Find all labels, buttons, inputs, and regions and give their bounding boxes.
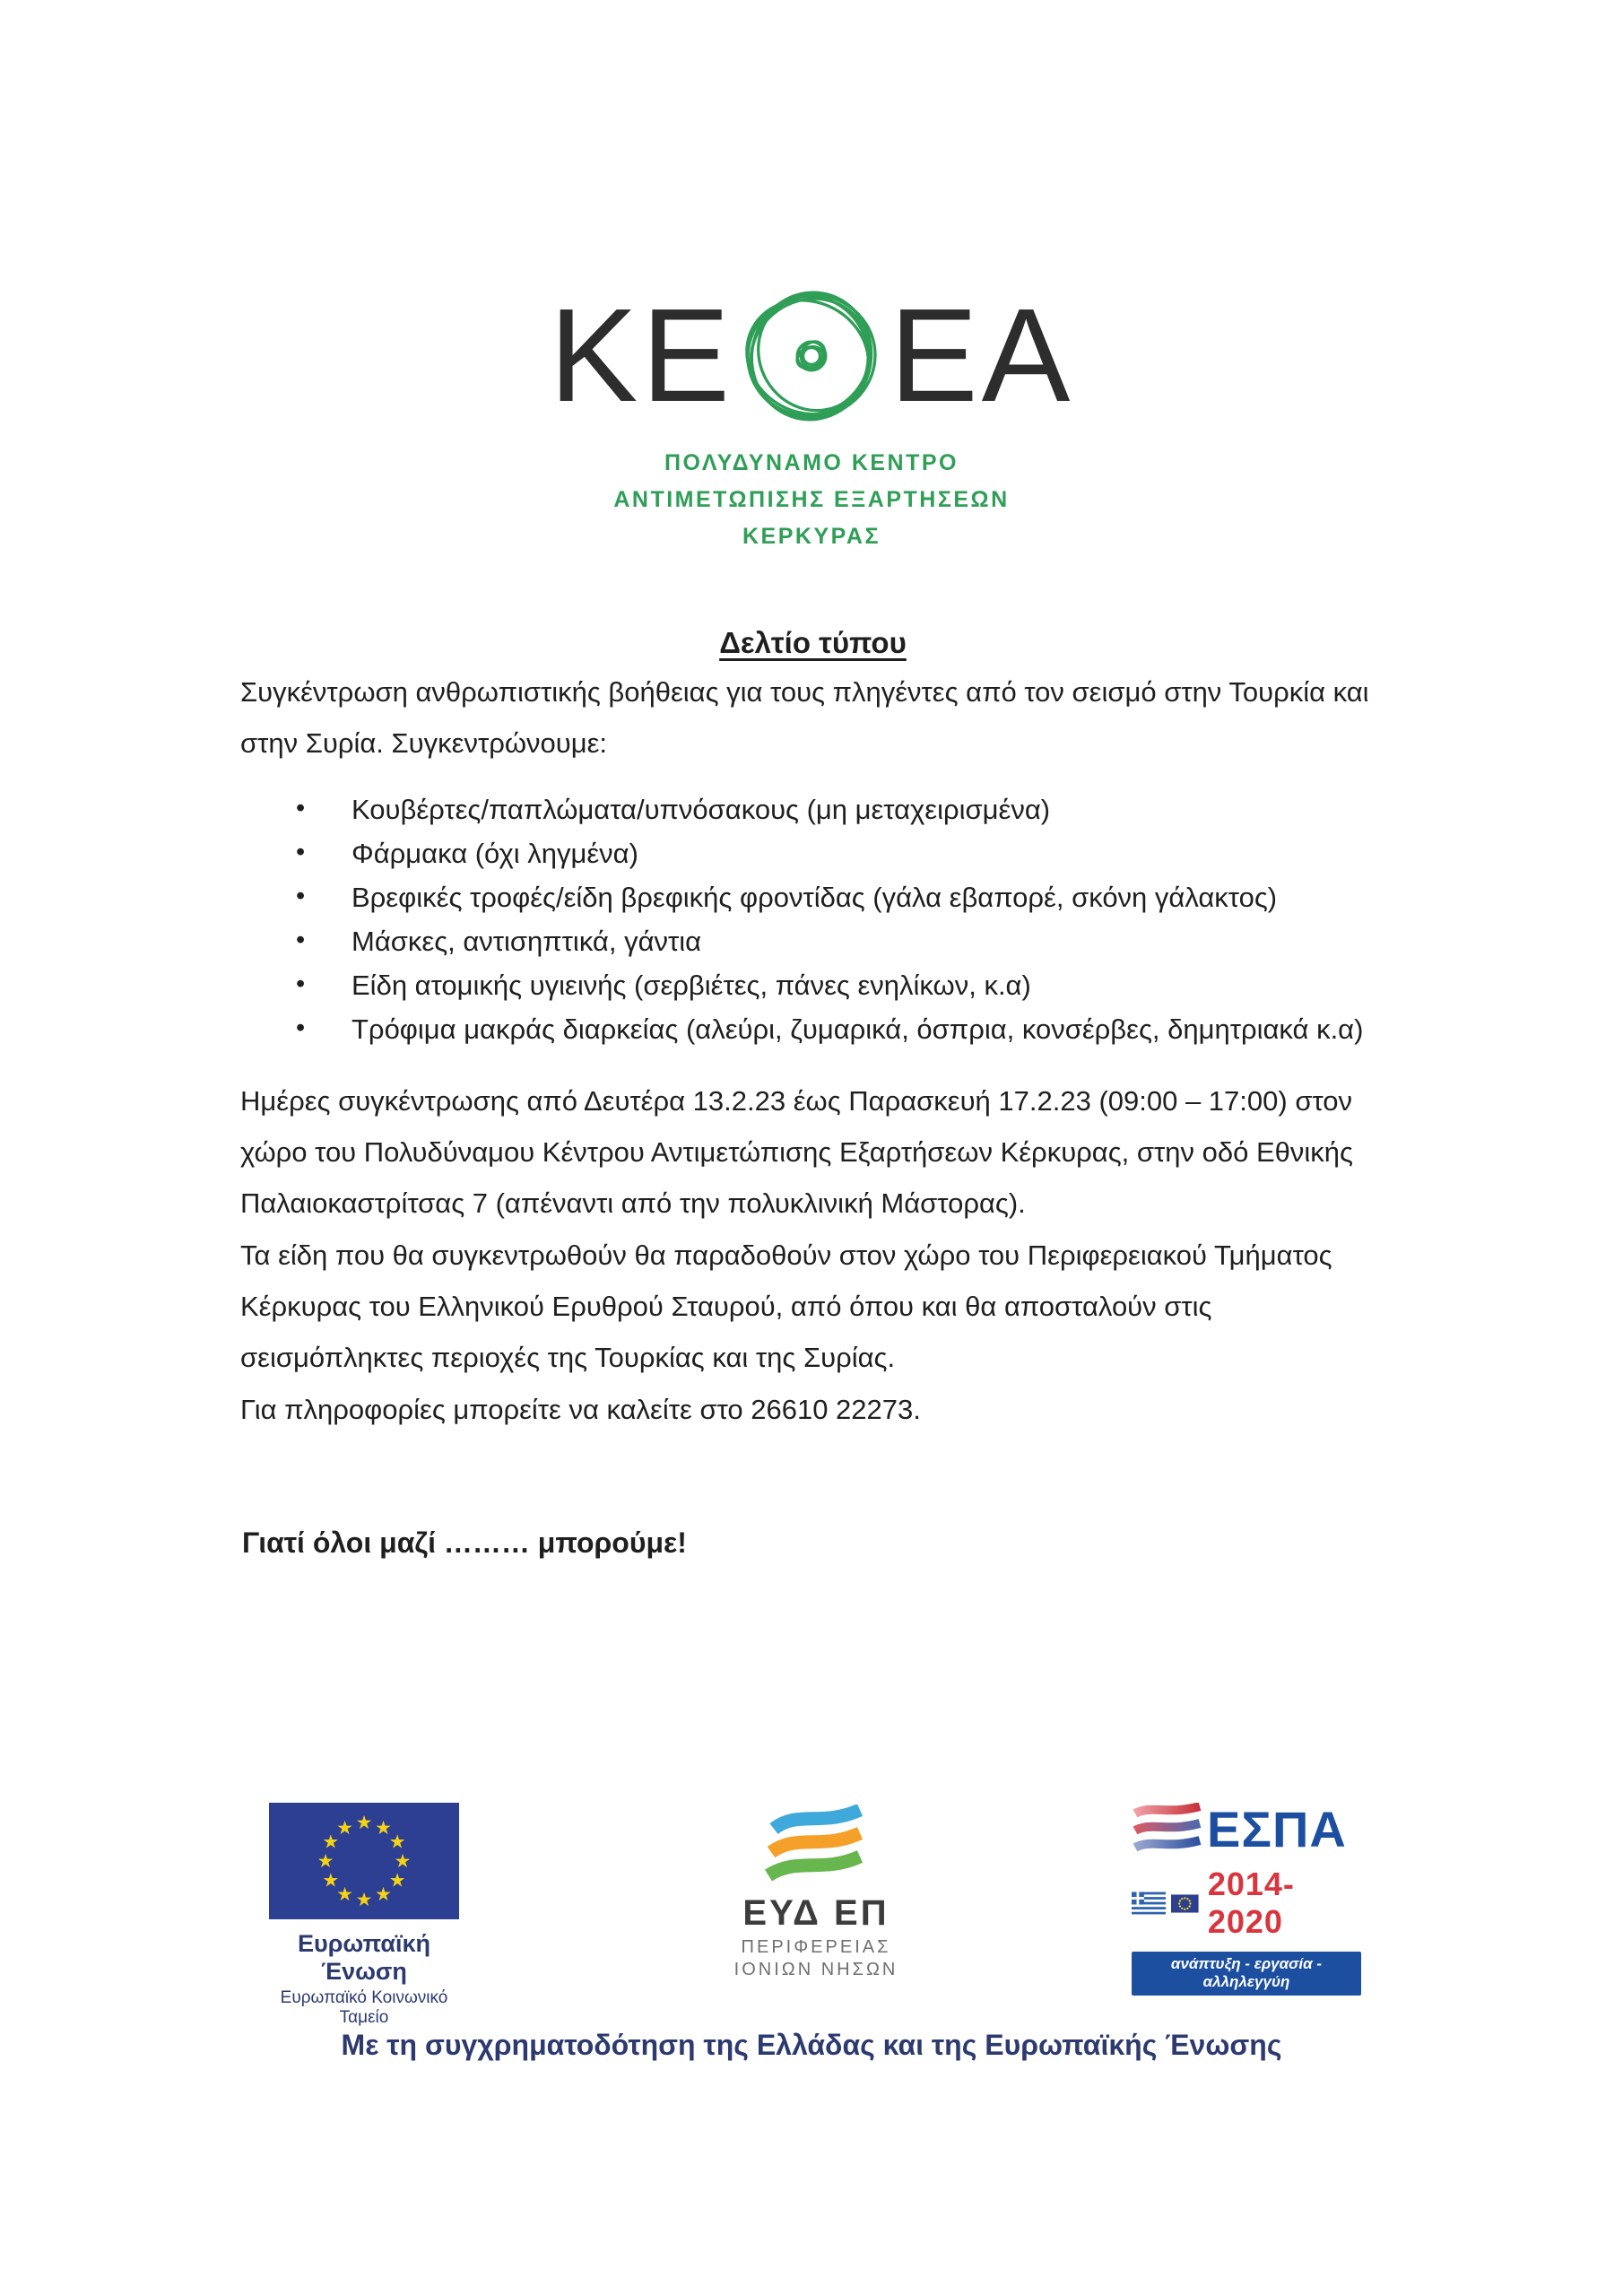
text-line: Κέρκυρας του Ελληνικού Ερυθρού Σταυρού, από όπου και θα αποσταλούν στις	[240, 1291, 1212, 1322]
list-item-text: Μάσκες, αντισηπτικά, γάντια	[352, 926, 702, 957]
delivery-paragraph	[240, 1230, 1332, 1383]
svg-text:★: ★	[336, 1883, 353, 1906]
text-line: σεισμόπληκτες περιοχές της Τουρκίας και της Συρίας.	[240, 1342, 896, 1373]
svg-text:★: ★	[322, 1869, 340, 1892]
bullet-icon: •	[296, 1013, 306, 1042]
list-item	[240, 787, 1363, 831]
text-line: Ημέρες συγκέντρωσης από Δευτέρα 13.2.23 έως Παρασκευή 17.2.23 (09:00 – 17:00) στον	[240, 1085, 1352, 1117]
kethea-tagline	[0, 445, 1623, 555]
greek-flag-icon	[1132, 1892, 1166, 1915]
eyd-subtitle-line: ΙΟΝΙΩΝ ΝΗΣΩΝ	[733, 1960, 898, 1979]
list-item	[240, 1007, 1363, 1051]
tagline-line: ΠΟΛΥΔΥΝΑΜΟ ΚΕΝΤΡΟ	[664, 450, 959, 475]
page-title: Δελτίο τύπου	[719, 626, 907, 660]
espa-banner: ανάπτυξη - εργασία - αλληλεγγύη	[1132, 1952, 1361, 1996]
espa-logo	[1132, 1803, 1363, 1996]
svg-text:★: ★	[355, 1889, 373, 1910]
cofinancing-statement: Με τη συγχρηματοδότηση της Ελλάδας και της Ευρωπαϊκής Ένωσης	[341, 2029, 1282, 2061]
svg-text:★: ★	[322, 1831, 340, 1853]
bullet-icon: •	[296, 838, 306, 866]
wordmark-right: ΕΑ	[890, 282, 1074, 430]
espa-waves-icon	[1132, 1803, 1203, 1860]
svg-text:★: ★	[388, 1831, 406, 1853]
kethea-logo	[0, 282, 1623, 555]
text-line: Παλαιοκαστρίτσας 7 (απέναντι από την πολυκλινική Μάστορας).	[240, 1187, 1026, 1219]
bullet-icon: •	[296, 970, 306, 998]
kethea-wordmark	[0, 282, 1623, 430]
eyd-title: ΕΥΔ ΕΠ	[742, 1893, 890, 1933]
text-line: Τα είδη που θα συγκεντρωθούν θα παραδοθούν στον χώρο του Περιφερειακού Τμήματος	[240, 1239, 1332, 1271]
text-line: στην Συρία. Συγκεντρώνουμε:	[240, 727, 608, 759]
list-item-text: Τρόφιμα μακράς διαρκείας (αλεύρι, ζυμαρικά, όσπρια, κονσέρβες, δημητριακά κ.α)	[352, 1013, 1364, 1045]
espa-years: 2014-2020	[1207, 1866, 1295, 1940]
eu-logo-name: Ευρωπαϊκή Ένωση	[297, 1930, 431, 1985]
list-item	[240, 831, 1363, 875]
svg-text:★: ★	[394, 1850, 412, 1872]
eyd-ep-logo	[728, 1805, 904, 1981]
svg-text:★: ★	[355, 1812, 373, 1833]
bullet-icon: •	[296, 926, 306, 954]
eyd-subtitle	[728, 1936, 904, 1981]
intro-paragraph	[240, 666, 1369, 769]
list-item	[240, 963, 1363, 1007]
bullet-icon: •	[296, 882, 306, 910]
eu-logo	[256, 1803, 472, 2028]
text-line: χώρο του Πολυδύναμου Κέντρου Αντιμετώπισης Εξαρτήσεων Κέρκυρας, στην οδό Εθνικής	[240, 1136, 1353, 1168]
donation-items-list	[240, 787, 1363, 1051]
eu-mini-flag-icon	[1171, 1894, 1199, 1913]
collection-days-paragraph	[240, 1075, 1353, 1229]
svg-text:★: ★	[375, 1883, 392, 1906]
bullet-icon: •	[296, 794, 306, 822]
info-phone-paragraph: Για πληροφορίες μπορείτε να καλείτε στο 26610 22273.	[240, 1394, 921, 1425]
svg-text:★: ★	[317, 1850, 334, 1872]
eu-logo-subtitle: Ευρωπαϊκό Κοινωνικό Ταμείο	[280, 1988, 448, 2027]
wordmark-left: ΚΕ	[549, 282, 733, 430]
espa-title: ΕΣΠΑ	[1207, 1801, 1347, 1857]
tagline-line: ΑΝΤΙΜΕΤΩΠΙΣΗΣ ΕΞΑΡΤΗΣΕΩΝ	[613, 487, 1010, 512]
text-line: Συγκέντρωση ανθρωπιστικής βοήθειας για τους πληγέντες από τον σεισμό στην Τουρκία και	[240, 676, 1369, 708]
svg-text:★: ★	[336, 1816, 353, 1839]
eyd-subtitle-line: ΠΕΡΙΦΕΡΕΙΑΣ	[741, 1937, 891, 1957]
svg-text:★: ★	[375, 1816, 392, 1839]
eyd-waves-icon	[757, 1805, 875, 1885]
eu-flag-icon	[269, 1803, 459, 1919]
list-item-text: Κουβέρτες/παπλώματα/υπνόσακους (μη μεταχειρισμένα)	[352, 794, 1051, 825]
tagline-line: ΚΕΡΚΥΡΑΣ	[742, 524, 881, 549]
slogan-line: Γιατί όλοι μαζί ……… μπορούμε!	[242, 1526, 687, 1559]
list-item-text: Βρεφικές τροφές/είδη βρεφικής φροντίδας (γάλα εβαπορέ, σκόνη γάλακτος)	[352, 882, 1278, 913]
kethea-theta-icon	[741, 285, 882, 427]
list-item	[240, 875, 1363, 919]
list-item-text: Φάρμακα (όχι ληγμένα)	[352, 838, 638, 869]
svg-text:★: ★	[388, 1869, 406, 1892]
list-item-text: Είδη ατομικής υγιεινής (σερβιέτες, πάνες ενηλίκων, κ.α)	[352, 970, 1031, 1001]
list-item	[240, 919, 1363, 963]
